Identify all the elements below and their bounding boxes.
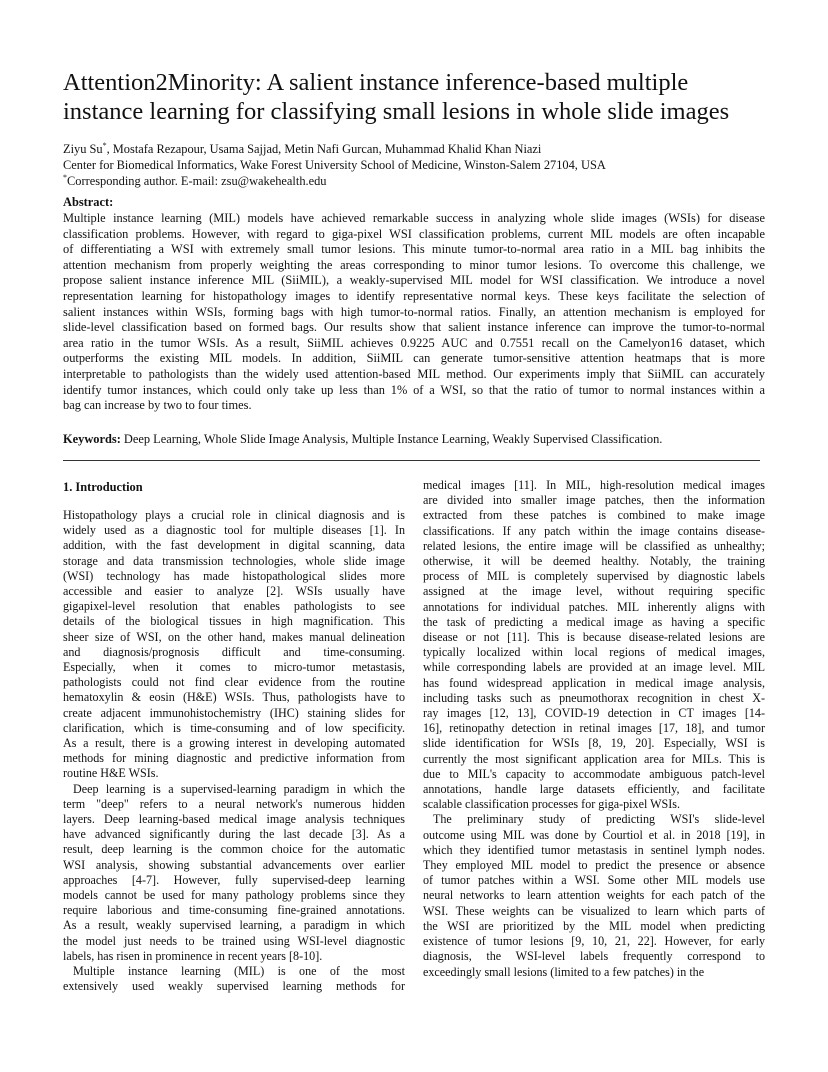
body-text-line: The preliminary study of predicting WSI's slide-level [433, 812, 765, 827]
paper-title [63, 68, 763, 126]
body-text-line: sheer size of WSI, on the other hand, makes manual delineation [63, 629, 405, 644]
body-text-line: process of MIL is completely supervised by diagnostic labels [423, 569, 765, 584]
abstract-line: area ratio in the tumor WSIs. As a result, SiiMIL achieves 0.9225 AUC and 0.7551 recall on the Camelyon16 dataset, which [63, 335, 765, 350]
body-text-line: clarification, which is time-consuming and of low specificity. [63, 720, 405, 735]
body-text-line: while corresponding labels are provided at an image level. MIL [423, 660, 765, 675]
body-text-line: typically localized within local regions of medical images, [423, 645, 765, 660]
body-text-line: pathologists could not find clear evidence from the routine [63, 675, 405, 690]
author-block [63, 141, 763, 189]
first-author: Ziyu Su [63, 142, 103, 156]
body-text-line: currently the most significant application area for MILs. This is [423, 751, 765, 766]
body-text-line: routine H&E WSIs. [63, 766, 159, 781]
body-text-line: details of the biological tissues in high magnification. This [63, 614, 405, 629]
body-text-line: scalable classification processes for giga-pixel WSIs. [423, 797, 681, 812]
body-text-line: labels, has risen in prominence in recent years [8-10]. [63, 948, 323, 963]
body-text-line: have advanced significantly during the last decade [3]. As a [63, 827, 405, 842]
author-list [63, 141, 763, 157]
body-text-line: otherwise, it will be deemed healthy. Notably, the training [423, 554, 765, 569]
body-text-line: WSI analysis, showing substantial advancements over earlier [63, 857, 405, 872]
body-text-line: 16], retinopathy detection in retinal images [17, 18], and tumor [423, 721, 765, 736]
body-text-line: gigapixel-level resolution that enables pathologists to see [63, 599, 405, 614]
keywords [63, 432, 765, 447]
body-text-line: hematoxylin & eosin (H&E) WSIs. Thus, pathologists have to [63, 690, 405, 705]
body-text-line: due to MIL's capacity to accommodate ambiguous patch-level [423, 766, 765, 781]
body-text-line: related lesions, the entire image will be classified as unhealthy; [423, 538, 765, 553]
body-text-line: including tasks such as pneumothorax recognition in chest X- [423, 690, 765, 705]
body-text-line: term "deep" refers to a neural network's numerous hidden [63, 796, 405, 811]
body-text-line: result, deep learning is the common choice for the automatic [63, 842, 405, 857]
body-text-line: the WSI are prioritized by the MIL model when predicting [423, 918, 765, 933]
body-text-line: disease or not [11]. This is because disease-related lesions are [423, 630, 765, 645]
body-text-line: widely used as a diagnostic tool for multiple diseases [1]. In [63, 523, 405, 538]
other-authors: , Mostafa Rezapour, Usama Sajjad, Metin Nafi Gurcan, Muhammad Khalid Khan Niazi [106, 142, 542, 156]
body-text-line: annotations for individual patches. MIL inherently aligns with [423, 599, 765, 614]
body-text-line: the model just needs to be trained using WSI-level diagnostic [63, 933, 405, 948]
body-text-line: models cannot be used for many pathology problems since they [63, 888, 405, 903]
corresponding-text: Corresponding author. E-mail: zsu@wakehealth.edu [67, 174, 327, 188]
body-text-line: Deep learning is a supervised-learning paradigm in which the [73, 781, 405, 796]
corresponding-note [63, 173, 763, 189]
abstract-line: bag can increase by two to four times. [63, 398, 252, 413]
abstract-line: interpretable to pathologists than the widely used attention-based MIL method. Our experiments imply that SiiMIL can accurately [63, 366, 765, 381]
affiliation: Center for Biomedical Informatics, Wake Forest University School of Medicine, Winston-Salem 27104, USA [63, 158, 606, 172]
abstract-line: outperforms the existing MIL models. In addition, SiiMIL can generate tumor-sensitive attention heatmaps that is more [63, 351, 765, 366]
body-text-line: assigned at the image level, without requiring specific [423, 584, 765, 599]
abstract-line: Multiple instance learning (MIL) models have achieved remarkable success in analyzing whole slide images (WSIs) for disease [63, 211, 765, 225]
corresponding-mark: * [102, 141, 107, 150]
body-text-line: has found widespread application in medical image analysis, [423, 675, 765, 690]
abstract-line: salient instances within WSIs, forming bags with high tumor-to-normal ratios. Finally, an attention mechanism is employed for [63, 304, 765, 319]
body-text-line: create adjacent immunohistochemistry (IHC) staining slides for [63, 705, 405, 720]
body-text-line: As a result, weakly supervised learning, a paradigm in which [63, 918, 405, 933]
body-text-line: classifications. If any patch within the image contains disease- [423, 523, 765, 538]
body-text-line: and diagnosis/prognosis difficult and time-consuming. [63, 644, 405, 659]
abstract-line: of differentiating a WSI with extremely small tumor lesions. This minute tumor-to-normal area ratio in a MIL bag inhibits the [63, 242, 765, 257]
left-column [63, 508, 405, 995]
body-text-line: accessible and easier to analyze [2]. WSIs usually have [63, 584, 405, 599]
title-line: Attention2Minority: A salient instance inference-based multiple [63, 69, 689, 96]
body-text-line: medical images [11]. In MIL, high-resolution medical images [423, 478, 765, 492]
abstract-line: identify tumor instances, which could only take up less than 1% of a WSI, so that the ratio of tumor to normal instances within a [63, 382, 765, 397]
body-text-line: approaches [4-7]. However, fully supervised-deep learning [63, 872, 405, 887]
body-text-line: exceedingly small lesions (limited to a few patches) in the [423, 964, 705, 979]
keywords-label: Keywords: [63, 432, 121, 446]
body-text-line: extracted from these patches is combined to make image [423, 508, 765, 523]
abstract-line: slide-level classification based on formed bags. Our results show that salient instance inference can improve the tumor-to-normal [63, 320, 765, 335]
corresponding-mark: * [63, 173, 67, 182]
abstract-line: propose salient instance inference MIL (SiiMIL), a weakly-supervised MIL model for WSI classification. We introduce a novel [63, 273, 765, 288]
right-column [423, 478, 765, 980]
abstract-line: classification problems. However, with regard to giga-pixel WSI classification problems, current MIL models are often incapable [63, 226, 765, 241]
body-text-line: extensively used weakly supervised learning methods for [63, 979, 405, 994]
body-text-line: storage and data transmission technologies, whole slide image [63, 553, 405, 568]
body-text-line: neural networks to learn attention weights for each patch of the [423, 888, 765, 903]
section-heading-introduction: 1. Introduction [63, 480, 143, 494]
body-text-line: which they identified tumor metastasis in sentinel lymph nodes. [423, 842, 765, 857]
section-divider [63, 460, 760, 461]
title-line: instance learning for classifying small lesions in whole slide images [63, 98, 730, 125]
body-text-line: annotations, handle large datasets efficiently, and facilitate [423, 782, 765, 797]
abstract-line: attention mechanism from properly weighting the areas corresponding to minor tumor lesions. To overcome this challenge, we [63, 257, 765, 272]
body-text-line: diagnosis, the WSI-level labels frequently correspond to [423, 949, 765, 964]
body-text-line: Especially, when it comes to micro-tumor metastasis, [63, 660, 405, 675]
body-text-line: the task of predicting a medical image as having a specific [423, 614, 765, 629]
body-text-line: of tumor patches within a WSI. Some other MIL models use [423, 873, 765, 888]
body-text-line: methods for mining diagnostic and predictive information from [63, 751, 405, 766]
body-text-line: existence of tumor lesions [9, 10, 21, 22]. However, for early [423, 934, 765, 949]
abstract-line: representation learning for histopathology images to identify representative normal keys. These keys facilitate the selection of [63, 288, 765, 303]
body-text-line: are divided into smaller image patches, then the information [423, 493, 765, 508]
body-text-line: require laborious and time-consuming fine-grained annotations. [63, 903, 405, 918]
body-text-line: They employed MIL model to predict the presence or absence [423, 858, 765, 873]
keywords-text: Deep Learning, Whole Slide Image Analysis, Multiple Instance Learning, Weakly Supervised Classification. [120, 432, 663, 446]
body-text-line: addition, with the fast development in digital scanning, data [63, 538, 405, 553]
body-text-line: Histopathology plays a crucial role in clinical diagnosis and is [63, 508, 405, 522]
body-text-line: WSI. These weights can be visualized to learn which parts of [423, 903, 765, 918]
abstract-body [63, 211, 765, 414]
body-text-line: ray images [12, 13], COVID-19 detection in CT images [14- [423, 706, 765, 721]
body-text-line: outcome using MIL was done by Courtiol et al. in 2018 [19], in [423, 827, 765, 842]
body-text-line: slide identification for WSIs [8, 19, 20]. Especially, WSI is [423, 736, 765, 751]
body-text-line: (WSI) technology has made histopathological slides more [63, 568, 405, 583]
body-text-line: As a result, there is a growing interest in developing automated [63, 736, 405, 751]
body-text-line: layers. Deep learning-based medical image analysis techniques [63, 812, 405, 827]
abstract-heading: Abstract: [63, 195, 114, 209]
body-text-line: Multiple instance learning (MIL) is one of the most [73, 964, 405, 979]
